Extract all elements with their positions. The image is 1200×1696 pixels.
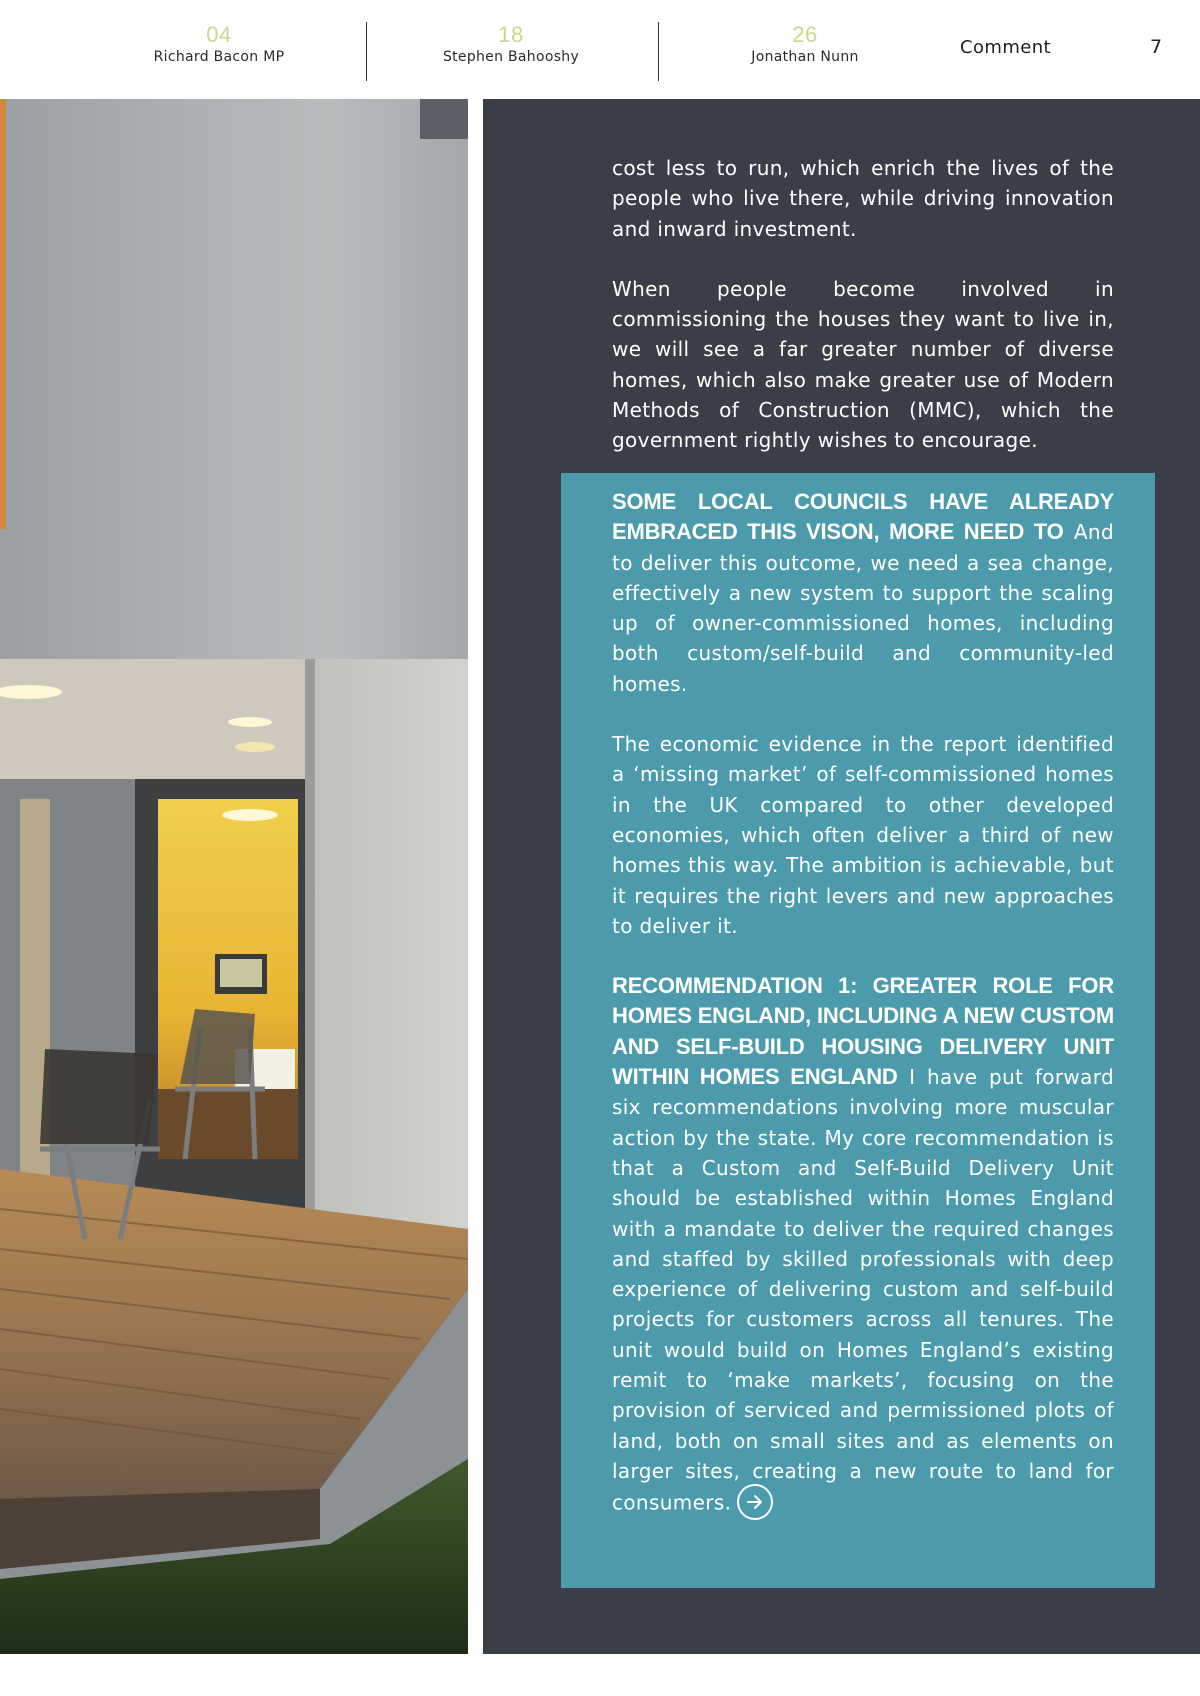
page-number: 7: [1150, 36, 1163, 58]
paragraph-body: I have put forward six recommendations involving more muscular action by the state. My core recommendation is that a Custom and Self-Build Delivery Unit should be established within Homes England with a mandate to deliver the required changes and staffed by skilled professionals with deep experience of delivering custom and self-build projects for customers across all tenures. The unit would build on Homes England’s existing remit to ‘make markets’, focusing on the provision of serviced and permissioned plots of land, both on small sites and as elements on larger sites, creating a new route to land for consumers.: [612, 1065, 1114, 1515]
header-divider: [658, 22, 659, 81]
recommendation-heading: RECOMMENDATION 1: GREATER ROLE FOR HOMES ENGLAND, INCLUDING A NEW CUSTOM AND SELF-BUILD HOUSING DELIVERY UNIT WITHIN HOMES ENGLAND: [612, 973, 1114, 1090]
paragraph: When people become involved in commissioning the houses they want to live in, we will see a far greater number of diverse homes, which also make greater use of Modern Methods of Construction (MMC), which the government rightly wishes to encourage.: [612, 276, 1114, 453]
house-terrace-photo: [0, 99, 468, 1654]
article-text-highlight: [612, 487, 1114, 1522]
nav-page-number: 26: [792, 22, 818, 47]
paragraph: The economic evidence in the report identified a ‘missing market’ of self-commissioned homes in the UK compared to other developed economies, which often deliver a third of new homes this way. The ambition is achievable, but it requires the right levers and new approaches to deliver it.: [612, 732, 1114, 938]
nav-item-richard-bacon[interactable]: [108, 22, 330, 66]
paragraph-body: And to deliver this outcome, we need a sea change, effectively a new system to support the scaling up of owner-commissioned homes, including both custom/self-build and community-led homes.: [612, 520, 1115, 696]
nav-page-number: 04: [206, 22, 232, 47]
nav-page-number: 18: [498, 22, 524, 47]
nav-item-stephen-bahooshy[interactable]: [400, 22, 622, 66]
nav-item-jonathan-nunn[interactable]: [694, 22, 916, 66]
lead-heading: SOME LOCAL COUNCILS HAVE ALREADY EMBRACED THIS VISON, MORE NEED TO: [612, 489, 1114, 545]
nav-author: Jonathan Nunn: [751, 49, 859, 65]
page-header: [0, 0, 1200, 99]
nav-author: Stephen Bahooshy: [442, 49, 580, 65]
paragraph: cost less to run, which enrich the lives of the people who live there, while driving innovation and inward investment.: [612, 156, 1114, 241]
header-divider: [366, 22, 367, 81]
paragraph: [612, 971, 1114, 1522]
arrow-right-circle-icon[interactable]: [737, 1484, 773, 1520]
article-text-top: [612, 153, 1114, 456]
nav-author: Richard Bacon MP: [153, 49, 285, 65]
section-title: Comment: [960, 37, 1051, 58]
paragraph: [612, 487, 1114, 699]
